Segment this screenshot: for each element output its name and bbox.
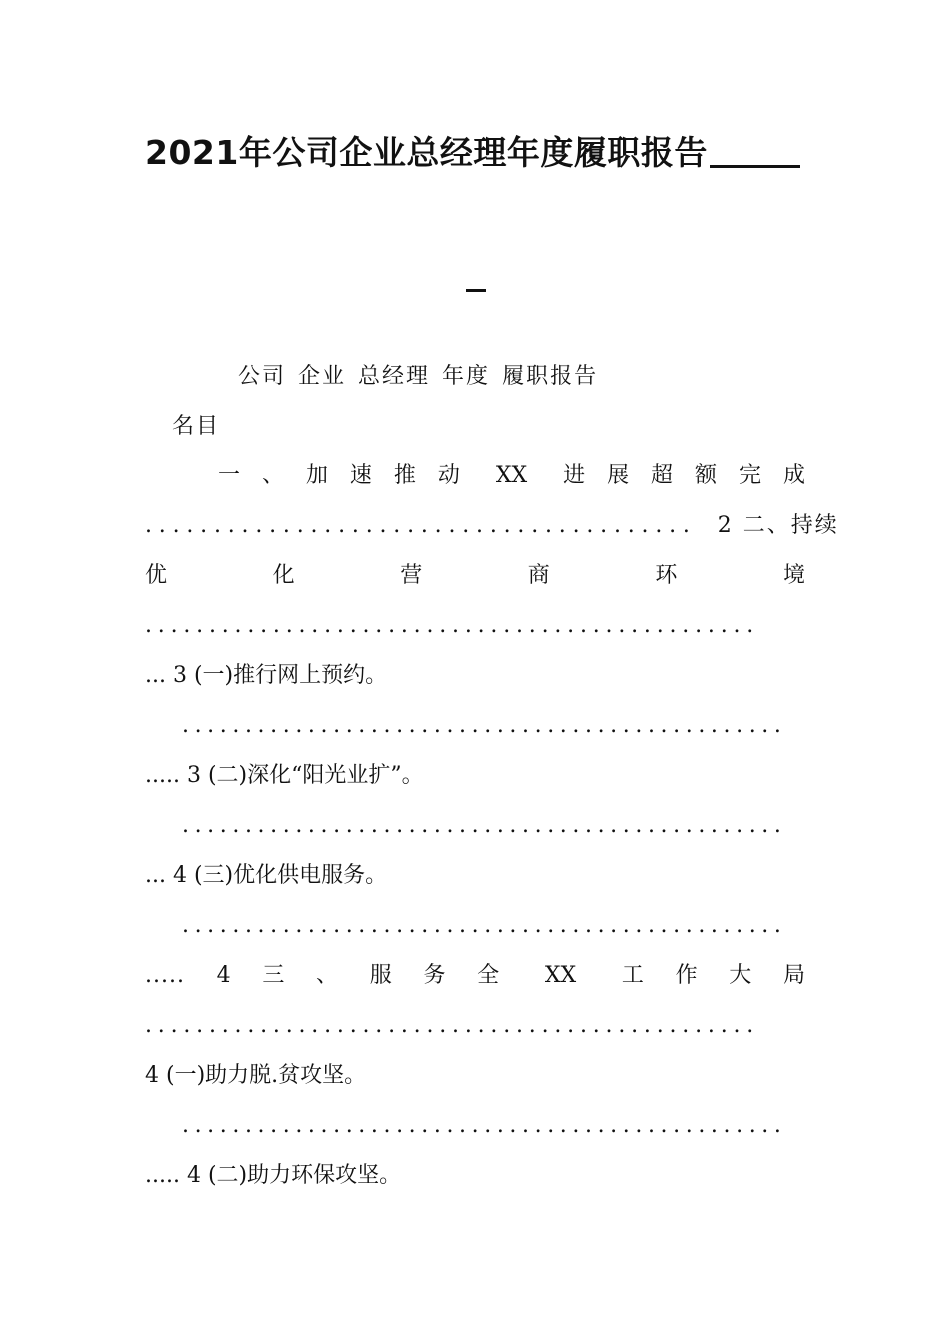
toc-char: 作 bbox=[675, 963, 698, 988]
toc-char: 额 bbox=[695, 463, 718, 488]
toc-char: ..... bbox=[145, 963, 185, 988]
toc-char: 境 bbox=[782, 563, 805, 588]
toc-char: 推 bbox=[393, 463, 416, 488]
subtitle-word: 履职报告 bbox=[502, 364, 599, 389]
toc-char: 优 bbox=[145, 563, 168, 588]
toc-line-5: ... 3 (一)推行网上预约。 bbox=[145, 663, 388, 688]
toc-line-2 bbox=[145, 511, 839, 541]
title-blank-underline bbox=[710, 118, 800, 168]
toc-char: 展 bbox=[607, 463, 630, 488]
toc-char: XX bbox=[544, 963, 577, 988]
toc-leader-dots: ................................................ bbox=[182, 813, 787, 838]
toc-line-15: ..... 4 (二)助力环保攻坚。 bbox=[145, 1163, 402, 1188]
subtitle-word: 公司 bbox=[238, 364, 287, 389]
toc-line-3 bbox=[145, 561, 805, 591]
title-blank-underline-continued bbox=[466, 262, 486, 292]
toc-leader-dots: ................................................ bbox=[182, 1113, 787, 1138]
toc-char: 超 bbox=[651, 463, 674, 488]
toc-char: 、 bbox=[261, 463, 284, 488]
toc-leader-dots: ........................................ bbox=[145, 513, 697, 538]
toc-char: 一 bbox=[218, 463, 241, 488]
document-title bbox=[145, 128, 845, 178]
toc-char: 工 bbox=[621, 963, 644, 988]
toc-char: 服 bbox=[369, 963, 392, 988]
toc-char: 三 bbox=[262, 963, 285, 988]
toc-char: 完 bbox=[738, 463, 761, 488]
toc-line-text: 2 二、持续 bbox=[717, 513, 839, 538]
toc-line-13: 4 (一)助力脱.贫攻坚。 bbox=[145, 1063, 367, 1088]
toc-char: 局 bbox=[782, 963, 805, 988]
toc-leader-dots: ................................................ bbox=[145, 1013, 760, 1038]
toc-line-1 bbox=[218, 461, 805, 491]
toc-line-9: ... 4 (三)优化供电服务。 bbox=[145, 863, 388, 888]
toc-char: 进 bbox=[563, 463, 586, 488]
subtitle-word: 企业 bbox=[298, 364, 347, 389]
toc-char: 动 bbox=[437, 463, 460, 488]
toc-char: XX bbox=[495, 463, 528, 488]
toc-char: 4 bbox=[216, 963, 231, 988]
toc-leader-dots: ................................................ bbox=[145, 613, 760, 638]
toc-char: 成 bbox=[782, 463, 805, 488]
toc-char: 、 bbox=[316, 963, 339, 988]
subtitle-word: 年度 bbox=[442, 364, 491, 389]
title-text: 2021年公司企业总经理年度履职报告 bbox=[145, 133, 708, 172]
toc-char: 速 bbox=[349, 463, 372, 488]
report-subtitle bbox=[238, 362, 610, 392]
toc-char: 全 bbox=[477, 963, 500, 988]
toc-heading: 名目 bbox=[172, 414, 221, 439]
toc-line-11 bbox=[145, 961, 805, 991]
toc-char: 务 bbox=[423, 963, 446, 988]
toc-char: 营 bbox=[400, 563, 423, 588]
toc-line-7: ..... 3 (二)深化“阳光业扩”。 bbox=[145, 763, 424, 788]
toc-char: 大 bbox=[729, 963, 752, 988]
toc-char: 化 bbox=[272, 563, 295, 588]
toc-leader-dots: ................................................ bbox=[182, 913, 787, 938]
toc-char: 加 bbox=[305, 463, 328, 488]
toc-char: 商 bbox=[527, 563, 550, 588]
toc-leader-dots: ................................................ bbox=[182, 713, 787, 738]
subtitle-word: 总经理 bbox=[358, 364, 431, 389]
toc-char: 环 bbox=[655, 563, 678, 588]
